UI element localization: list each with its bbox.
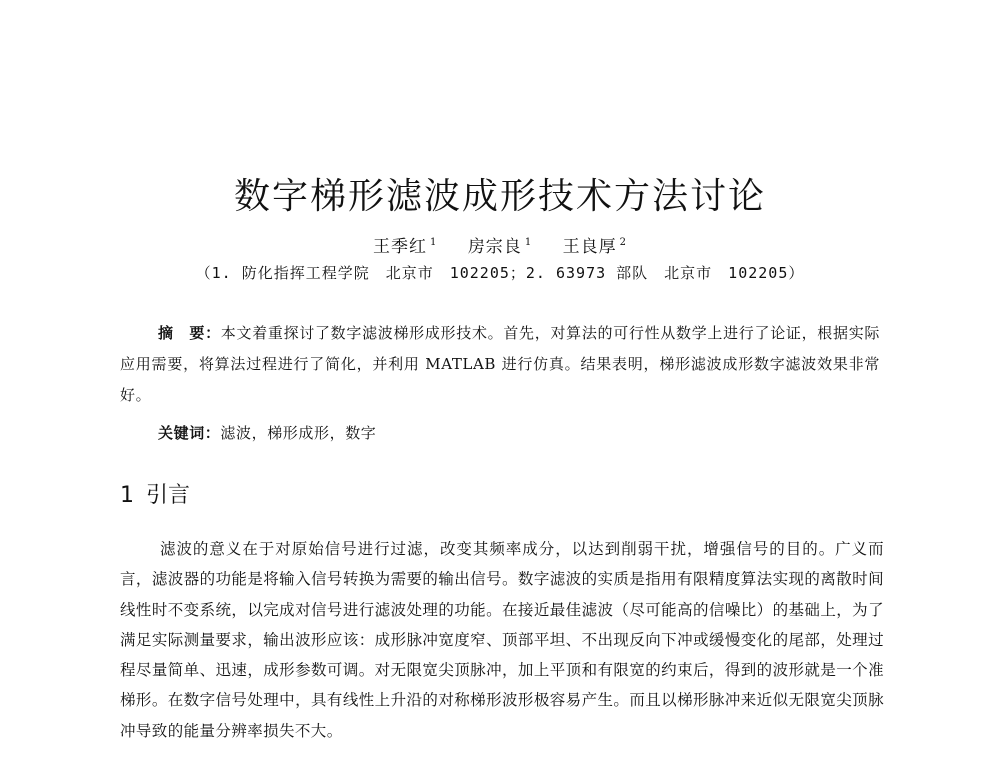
author-affil-mark: 1: [524, 237, 533, 249]
author-name: 房宗良: [467, 237, 522, 257]
abstract-label: 摘 要：: [158, 324, 221, 342]
keywords-text: 滤波，梯形成形，数字: [220, 424, 377, 442]
author-name: 王良厚: [562, 237, 617, 257]
author: [468, 237, 532, 257]
section-number: 1: [120, 483, 134, 508]
author-name: 王季红: [373, 237, 428, 257]
author-affil-mark: 1: [430, 237, 438, 249]
author: [563, 237, 627, 257]
author-affil-mark: 2: [619, 237, 627, 249]
abstract-text: 本文着重探讨了数字滤波梯形成形技术。首先，对算法的可行性从数学上进行了论证，根据实际应用需要，将算法过程进行了简化，并利用 MATLAB 进行仿真。结果表明，梯形滤波成形数字滤波效果非常好。: [120, 324, 880, 404]
affiliation: （1. 防化指挥工程学院 北京市 102205；2. 63973 部队 北京市 102205）: [195, 264, 805, 282]
section-title: 引言: [146, 483, 191, 508]
keywords: [158, 422, 878, 443]
section-heading: [120, 478, 190, 509]
author-list: [0, 232, 1000, 257]
paper-title: 数字梯形滤波成形技术方法讨论: [233, 176, 766, 217]
abstract: [120, 318, 880, 411]
keywords-label: 关键词：: [158, 424, 221, 442]
author: [373, 237, 437, 257]
body-paragraph: 滤波的意义在于对原始信号进行过滤，改变其频率成分，以达到削弱干扰，增强信号的目的。广义而言，滤波器的功能是将输入信号转换为需要的输出信号。数字滤波的实质是指用有限精度算法实现的离散时间线性时不变系统，以完成对信号进行滤波处理的功能。在接近最佳滤波（尽可能高的信噪比）的基础上，为了满足实际测量要求，输出波形应该：成形脉冲宽度窄、顶部平坦、不出现反向下冲或缓慢变化的尾部，处理过程尽量简单、迅速，成形参数可调。对无限宽尖顶脉冲，加上平顶和有限宽的约束后，得到的波形就是一个准梯形。在数字信号处理中，具有线性上升沿的对称梯形波形极容易产生。而且以梯形脉冲来近似无限宽尖顶脉冲导致的能量分辨率损失不大。: [120, 540, 884, 740]
